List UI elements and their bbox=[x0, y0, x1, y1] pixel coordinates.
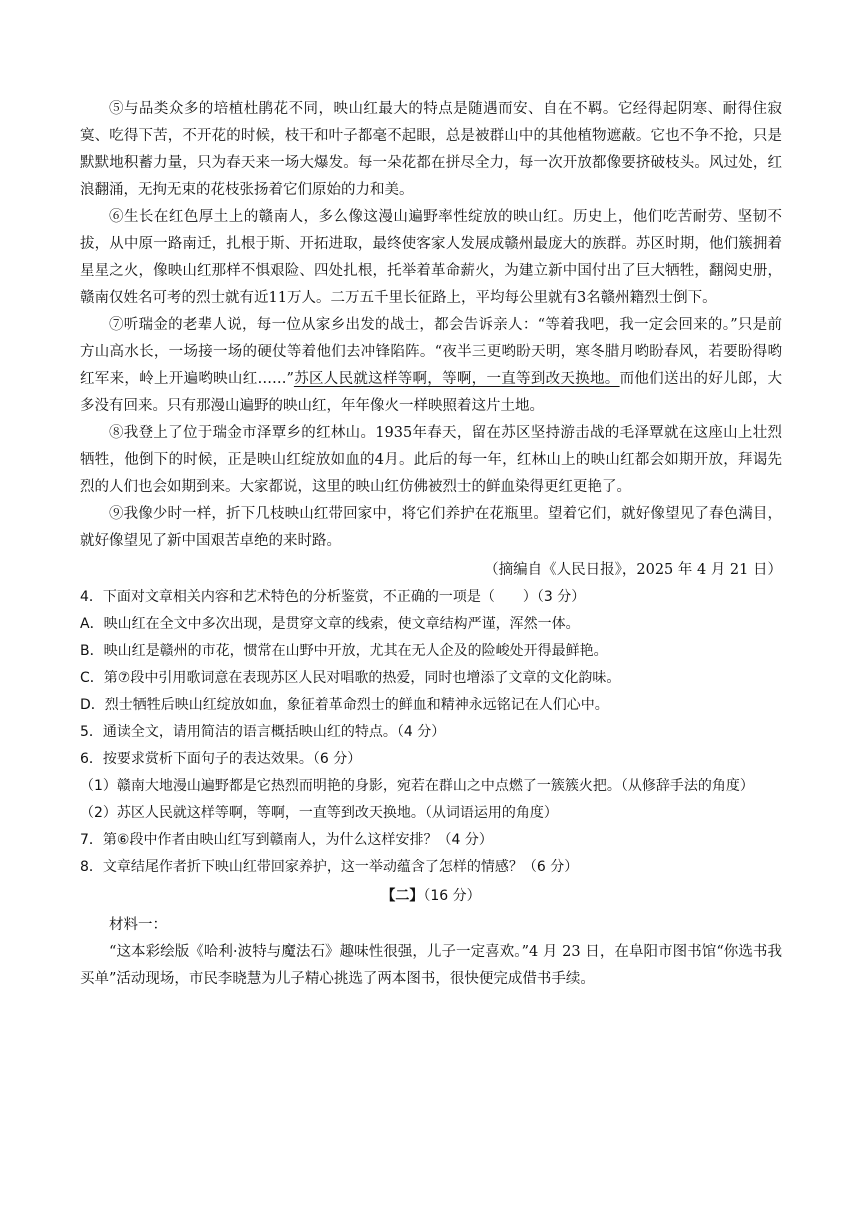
material-1-label: 材料一： bbox=[109, 917, 167, 933]
article-source: （摘编自《人民日报》，2025 年 4 月 21 日） bbox=[484, 562, 782, 578]
section-2-heading-score: （16 分） bbox=[423, 888, 481, 904]
paragraph-6: ⑥生长在红色厚土上的赣南人，多么像这漫山遍野率性绽放的映山红。历史上，他们吃苦耐劳、坚韧不拔，从中原一路南迁，扎根于斯、开拓进取，最终使客家人发展成赣州最庞大的族群。苏区时期，他们簇拥着星星之火，像映山红那样不惧艰险、四处扎根，托举着革命薪火，为建立新中国付出了巨大牺牲，翻阅史册，赣南仅姓名可考的烈士就有近11万人。二万五千里长征路上，平均每公里就有3名赣州籍烈士倒下。 bbox=[80, 209, 782, 306]
question-6: 6．按要求赏析下面句子的表达效果。（6 分） bbox=[80, 751, 362, 767]
question-6-part-1: （1）赣南大地漫山遍野都是它热烈而明艳的身影，宛若在群山之中点燃了一簇簇火把。（从修辞手法的角度） bbox=[80, 778, 754, 794]
question-6-part-2: （2）苏区人民就这样等啊，等啊，一直等到改天换地。（从词语运用的角度） bbox=[80, 805, 558, 821]
question-4-option-b: B．映山红是赣州的市花，惯常在山野中开放，尤其在无人企及的险峻处开得最鲜艳。 bbox=[80, 643, 608, 659]
paragraph-7-text-before: ⑦听瑞金的老辈人说，每一位从家乡出发的战士，都会告诉亲人：“等着我吧，我一定会回来的。”只是前方山高水长，一场接一场的硬仗等着他们去冲锋陷阵。“夜半三更哟盼天明，寒冬腊月哟盼春风，若要盼得哟红军来，岭上开遍哟映山红……” bbox=[80, 317, 782, 387]
material-1-text: “这本彩绘版《哈利·波特与魔法石》趣味性很强，儿子一定喜欢。”4 月 23 日，在阜阳市图书馆“你选书我买单”活动现场，市民李晓慧为儿子精心挑选了两本图书，很快便完成借书手续。 bbox=[80, 944, 782, 987]
paragraph-7-text-after: 而他们送出的好儿郎，大多没有回来。只有那漫山遍野的映山红，年年像火一样映照着这片土地。 bbox=[80, 371, 782, 414]
question-4-option-c: C．第⑦段中引用歌词意在表现苏区人民对唱歌的热爱，同时也增添了文章的文化韵味。 bbox=[80, 670, 621, 686]
question-4-option-d: D．烈士牺牲后映山红绽放如血，象征着革命烈士的鲜血和精神永远铭记在人们心中。 bbox=[80, 697, 609, 713]
paragraph-5: ⑤与品类众多的培植杜鹃花不同，映山红最大的特点是随遇而安、自在不羁。它经得起阴寒、耐得住寂寞、吃得下苦，不开花的时候，枝干和叶子都毫不起眼，总是被群山中的其他植物遮蔽。它也不争不抢，只是默默地积蓄力量，只为春天来一场大爆发。每一朵花都在拼尽全力，每一次开放都像要挤破枝头。风过处，红浪翻涌，无拘无束的花枝张扬着它们原始的力和美。 bbox=[80, 101, 782, 198]
question-4-option-a: A．映山红在全文中多次出现，是贯穿文章的线索，使文章结构严谨，浑然一体。 bbox=[80, 616, 580, 632]
question-4: 4．下面对文章相关内容和艺术特色的分析鉴赏，不正确的一项是（ ）（3 分） bbox=[80, 589, 586, 605]
paragraph-7 bbox=[80, 312, 782, 420]
paragraph-7-underlined-sentence: 苏区人民就这样等啊，等啊，一直等到改天换地。 bbox=[293, 371, 620, 387]
question-5: 5．通读全文，请用简洁的语言概括映山红的特点。（4 分） bbox=[80, 724, 446, 740]
question-7: 7．第⑥段中作者由映山红写到赣南人，为什么这样安排？（4 分） bbox=[80, 832, 493, 848]
paragraph-8: ⑧我登上了位于瑞金市泽覃乡的红林山。1935年春天，留在苏区坚持游击战的毛泽覃就在这座山上壮烈牺牲，他倒下的时候，正是映山红绽放如血的4月。此后的每一年，红林山上的映山红都会如期开放，拜谒先烈的人们也会如期到来。大家都说，这里的映山红仿佛被烈士的鲜血染得更红更艳了。 bbox=[80, 425, 782, 495]
section-2-heading bbox=[80, 883, 782, 910]
section-2-heading-bold: 【二】 bbox=[381, 888, 424, 904]
question-8: 8．文章结尾作者折下映山红带回家养护，这一举动蕴含了怎样的情感？（6 分） bbox=[80, 859, 579, 875]
paragraph-9: ⑨我像少时一样，折下几枝映山红带回家中，将它们养护在花瓶里。望着它们，就好像望见了春色满目，就好像望见了新中国艰苦卓绝的来时路。 bbox=[80, 506, 782, 549]
